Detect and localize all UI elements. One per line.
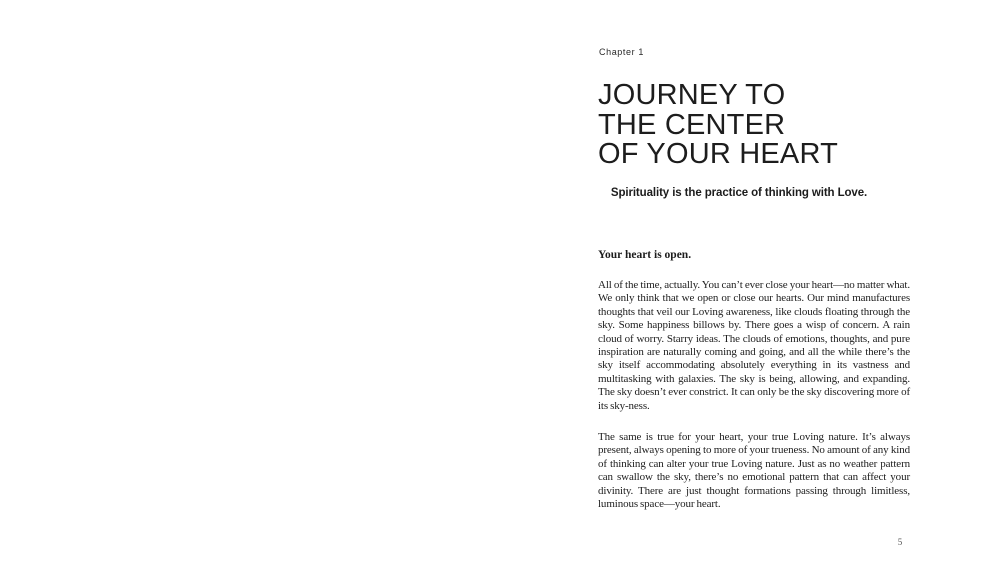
chapter-title-line-2: THE CENTER [598,108,786,141]
chapter-title [598,81,838,170]
body-text-block [598,279,910,512]
text-column [598,0,910,571]
right-page [500,0,1000,571]
chapter-subtitle: Spirituality is the practice of thinking with Love. [610,187,868,199]
body-paragraph-1: All of the time, actually. You can’t ever close your heart—no matter what. We only think that we open or close our hearts. Our mind manufactures thoughts that veil our Loving awareness, like clouds floating through the sky. Some happiness billows by. There goes a wisp of concern. A rain cloud of worry. Starry ideas. The clouds of emotions, thoughts, and pure inspiration are naturally coming and going, and all the while there’s the sky itself accommodating absolutely everything in its vastness and multitasking with galaxies. The sky is being, allowing, and expanding. The sky doesn’t ever constrict. It can only be the sky discovering more of its sky-ness. [598,279,910,412]
chapter-title-line-1: JOURNEY TO [598,79,786,111]
page-number: 5 [897,537,903,547]
chapter-title-line-3: OF YOUR HEART [598,138,839,170]
body-paragraph-2: The same is true for your heart, your true Loving nature. It’s always present, always opening to more of your trueness. No amount of any kind of thinking can alter your true Loving nature. Just as no weather pattern can swallow the sky, there’s no emotional pattern that can affect your divinity. There are just thought formations passing through limitless, luminous space—your heart. [598,431,910,511]
chapter-label: Chapter 1 [599,47,644,57]
paragraph-lead-in: Your heart is open. [598,249,692,261]
